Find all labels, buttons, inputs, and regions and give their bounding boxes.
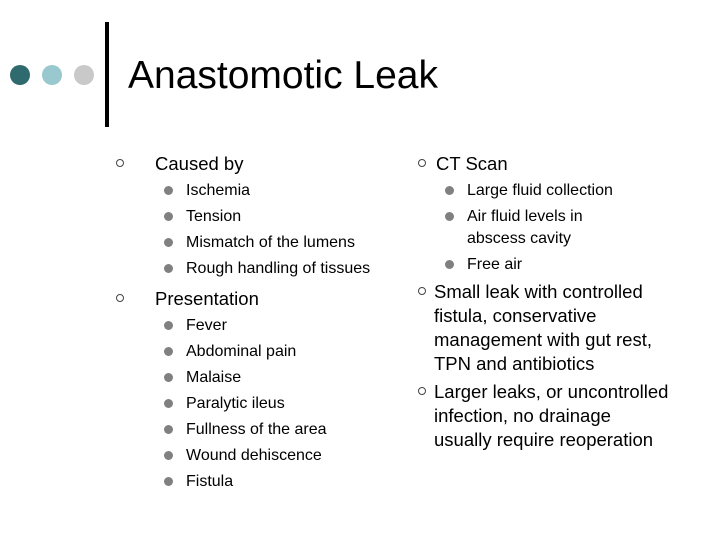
list-item: Rough handling of tissues <box>0 258 376 280</box>
decor-dot-light <box>42 65 62 85</box>
filled-bullet-icon <box>445 186 454 195</box>
hollow-bullet-icon <box>418 159 426 167</box>
ct-scan-bullet <box>402 152 720 176</box>
title-divider <box>105 22 109 127</box>
filled-bullet-icon <box>164 347 173 356</box>
caused-by-bullet <box>0 152 395 176</box>
list-item: Paralytic ileus <box>0 393 395 415</box>
larger-leaks-text: Larger leaks, or uncontrolled infection, no drainage usually require reoperation <box>434 381 669 450</box>
small-leak-text: Small leak with controlled fistula, conservative management with gut rest, TPN and antibiotics <box>434 281 652 374</box>
presentation-bullet <box>0 287 395 311</box>
filled-bullet-icon <box>445 212 454 221</box>
slide-title: Anastomotic Leak <box>128 54 439 97</box>
filled-bullet-icon <box>164 264 173 273</box>
filled-bullet-icon <box>164 212 173 221</box>
filled-bullet-icon <box>164 451 173 460</box>
presentation-list <box>0 315 395 493</box>
larger-leaks-bullet <box>402 380 670 452</box>
ct-scan-heading: CT Scan <box>436 153 508 174</box>
list-item: Fistula <box>0 471 395 493</box>
filled-bullet-icon <box>164 477 173 486</box>
list-item: Fullness of the area <box>0 419 395 441</box>
hollow-bullet-icon <box>116 294 124 302</box>
list-item: Wound dehiscence <box>0 445 395 467</box>
filled-bullet-icon <box>445 260 454 269</box>
list-item: Ischemia <box>0 180 395 202</box>
right-column <box>402 152 720 452</box>
filled-bullet-icon <box>164 399 173 408</box>
filled-bullet-icon <box>164 321 173 330</box>
list-item: Fever <box>0 315 395 337</box>
list-item: Malaise <box>0 367 395 389</box>
decor-dot-dark <box>10 65 30 85</box>
filled-bullet-icon <box>164 425 173 434</box>
list-item: Air fluid levels in abscess cavity <box>402 206 632 250</box>
caused-by-heading: Caused by <box>155 153 244 174</box>
list-item: Tension <box>0 206 395 228</box>
decor-dot-gray <box>74 65 94 85</box>
filled-bullet-icon <box>164 238 173 247</box>
hollow-bullet-icon <box>116 159 124 167</box>
list-item: Mismatch of the lumens <box>0 232 395 254</box>
presentation-heading: Presentation <box>155 288 259 309</box>
small-leak-bullet <box>402 280 670 376</box>
filled-bullet-icon <box>164 373 173 382</box>
filled-bullet-icon <box>164 186 173 195</box>
caused-by-list <box>0 180 395 280</box>
ct-scan-list <box>402 180 720 276</box>
list-item: Free air <box>402 254 720 276</box>
list-item: Large fluid collection <box>402 180 720 202</box>
hollow-bullet-icon <box>418 387 426 395</box>
hollow-bullet-icon <box>418 287 426 295</box>
left-column <box>0 152 395 493</box>
list-item: Abdominal pain <box>0 341 395 363</box>
